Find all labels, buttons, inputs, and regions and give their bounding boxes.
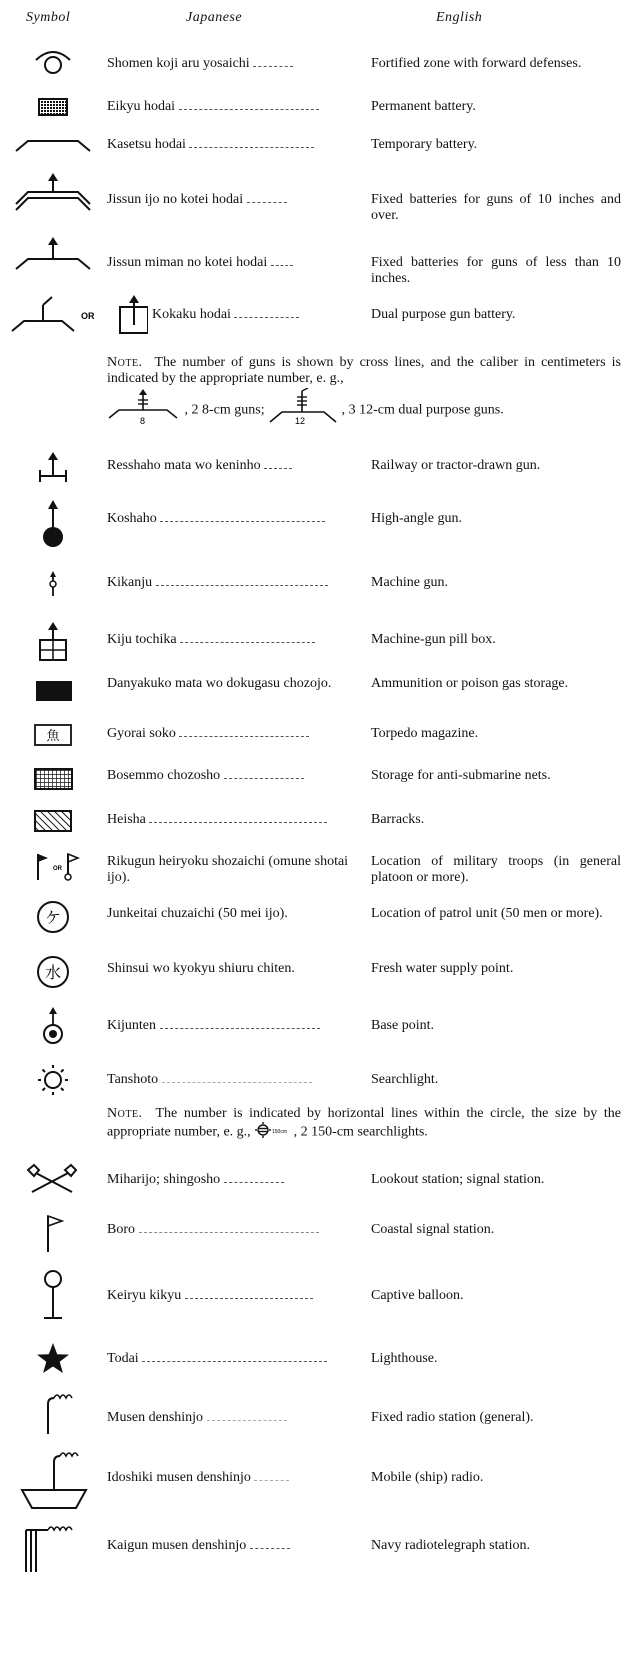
patrol-glyph: ケ bbox=[44, 908, 62, 927]
high-angle-gun-icon bbox=[8, 497, 98, 549]
japanese-term: Musen denshinjo bbox=[107, 1410, 204, 1425]
header-japanese: Japanese bbox=[186, 10, 243, 25]
japanese-term: Kokaku hodai bbox=[152, 307, 231, 322]
header-symbol: Symbol bbox=[26, 10, 71, 25]
fortified-zone-icon bbox=[8, 48, 98, 78]
lighthouse-star-icon bbox=[8, 1341, 98, 1375]
example-gun-8cm-icon bbox=[107, 388, 181, 433]
japanese-term: Heisha bbox=[107, 812, 146, 827]
dual-purpose-battery-icon bbox=[8, 295, 148, 337]
japanese-term: Danyakuko mata wo dokugasu chozojo. bbox=[107, 676, 332, 691]
english-term: Ammunition or poison gas storage. bbox=[371, 676, 569, 691]
japanese-term: Gyorai soko bbox=[107, 726, 176, 741]
japanese-term: Rikugun heiryoku shozaichi (omune shotai ijo). bbox=[107, 854, 349, 885]
header-english: English bbox=[436, 10, 483, 25]
navy-radio-icon bbox=[8, 1520, 98, 1574]
english-term: Fortified zone with forward defenses. bbox=[371, 56, 582, 71]
note-searchlight bbox=[107, 1106, 621, 1143]
coastal-signal-icon bbox=[8, 1212, 98, 1254]
english-term: Dual purpose gun battery. bbox=[371, 307, 516, 322]
japanese-term: Kasetsu hodai bbox=[107, 137, 186, 152]
japanese-term: Kiju tochika bbox=[107, 632, 177, 647]
japanese-term: Resshaho mata wo keninho bbox=[107, 458, 261, 473]
english-term: Location of military troops (in general platoon or more). bbox=[371, 854, 621, 885]
japanese-term: Tanshoto bbox=[107, 1072, 159, 1087]
english-term: Lighthouse. bbox=[371, 1351, 438, 1366]
or-label: OR bbox=[81, 311, 95, 321]
example-text-1: , 2 8-cm guns; bbox=[184, 402, 265, 418]
japanese-term: Kikanju bbox=[107, 575, 153, 590]
note-text: The number of guns is shown by cross lines, and the caliber in centimeters is indicated by the appropriate number, e. g., bbox=[107, 355, 622, 386]
example-gun-12cm-icon bbox=[268, 388, 338, 433]
japanese-term: Jissun ijo no kotei hodai bbox=[107, 192, 244, 207]
fresh-water-icon bbox=[8, 953, 98, 991]
japanese-term: Idoshiki musen denshinjo bbox=[107, 1470, 251, 1485]
note-text-end: , 2 150-cm searchlights. bbox=[293, 1124, 428, 1140]
captive-balloon-icon bbox=[8, 1268, 98, 1324]
note-label: Note. bbox=[107, 355, 143, 370]
fixed-radio-icon bbox=[8, 1390, 98, 1438]
english-term: High-angle gun. bbox=[371, 511, 462, 526]
military-troops-icon bbox=[8, 850, 98, 886]
english-term: Captive balloon. bbox=[371, 1288, 464, 1303]
english-term: Machine gun. bbox=[371, 575, 448, 590]
fixed-battery-large-icon bbox=[8, 172, 98, 214]
japanese-term: Junkeitai chuzaichi (50 mei ijo). bbox=[107, 906, 288, 921]
torpedo-magazine-icon bbox=[8, 722, 98, 748]
japanese-term: Keiryu kikyu bbox=[107, 1288, 182, 1303]
example-text-2: , 3 12-cm dual purpose guns. bbox=[341, 402, 504, 418]
english-term: Coastal signal station. bbox=[371, 1222, 495, 1237]
lookout-station-icon bbox=[8, 1162, 98, 1198]
example-size-label: 150cm bbox=[272, 1129, 288, 1135]
english-term: Barracks. bbox=[371, 812, 425, 827]
english-term: Lookout station; signal station. bbox=[371, 1172, 545, 1187]
english-term: Railway or tractor-drawn gun. bbox=[371, 458, 541, 473]
railway-gun-icon bbox=[8, 450, 98, 486]
or-label: OR bbox=[53, 866, 62, 872]
japanese-term: Miharijo; shingosho bbox=[107, 1172, 221, 1187]
ammunition-storage-icon bbox=[8, 676, 98, 704]
note-gun-count bbox=[107, 355, 621, 387]
note-label: Note. bbox=[107, 1106, 143, 1121]
patrol-unit-icon bbox=[8, 898, 98, 936]
english-term: Fixed radio station (general). bbox=[371, 1410, 534, 1425]
base-point-icon bbox=[8, 1003, 98, 1047]
note-gun-examples bbox=[107, 388, 621, 432]
barracks-icon bbox=[8, 808, 98, 834]
english-term: Machine-gun pill box. bbox=[371, 632, 496, 647]
japanese-term: Eikyu hodai bbox=[107, 99, 176, 114]
net-storage-icon bbox=[8, 766, 98, 792]
japanese-term: Boro bbox=[107, 1222, 135, 1237]
example-searchlight-icon bbox=[254, 1122, 290, 1143]
english-term: Permanent battery. bbox=[371, 99, 476, 114]
japanese-term: Koshaho bbox=[107, 511, 157, 526]
fixed-battery-small-icon bbox=[8, 235, 98, 275]
japanese-term: Shomen koji aru yosaichi bbox=[107, 56, 250, 71]
japanese-term: Kaigun musen denshinjo bbox=[107, 1538, 247, 1553]
english-term: Navy radiotelegraph station. bbox=[371, 1538, 531, 1553]
english-term: Fixed batteries for guns of less than 10 inches. bbox=[371, 255, 621, 286]
english-term: Base point. bbox=[371, 1018, 434, 1033]
mobile-radio-icon bbox=[8, 1446, 98, 1512]
torpedo-glyph: 魚 bbox=[46, 729, 60, 744]
english-term: Storage for anti-submarine nets. bbox=[371, 768, 551, 783]
temporary-battery-icon bbox=[8, 135, 98, 157]
pill-box-icon bbox=[8, 620, 98, 664]
japanese-term: Kijunten bbox=[107, 1018, 156, 1033]
english-term: Searchlight. bbox=[371, 1072, 439, 1087]
note-text: The number is indicated by horizontal lines within the circle, the size by the appropriate number, e. g., bbox=[107, 1106, 621, 1140]
permanent-battery-icon bbox=[8, 95, 98, 117]
english-term: Location of patrol unit (50 men or more). bbox=[371, 906, 603, 921]
japanese-term: Todai bbox=[107, 1351, 139, 1366]
example-caliber-8: 8 bbox=[140, 416, 146, 426]
english-term: Fresh water supply point. bbox=[371, 961, 514, 976]
machine-gun-icon bbox=[8, 568, 98, 600]
english-term: Fixed batteries for guns of 10 inches and over. bbox=[371, 192, 621, 223]
japanese-term: Jissun miman no kotei hodai bbox=[107, 255, 268, 270]
example-caliber-12: 12 bbox=[295, 416, 306, 426]
english-term: Torpedo magazine. bbox=[371, 726, 479, 741]
english-term: Temporary battery. bbox=[371, 137, 478, 152]
water-glyph: 水 bbox=[44, 963, 62, 982]
japanese-term: Shinsui wo kyokyu shiuru chiten. bbox=[107, 961, 295, 976]
japanese-term: Bosemmo chozosho bbox=[107, 768, 221, 783]
english-term: Mobile (ship) radio. bbox=[371, 1470, 484, 1485]
searchlight-icon bbox=[8, 1064, 98, 1096]
